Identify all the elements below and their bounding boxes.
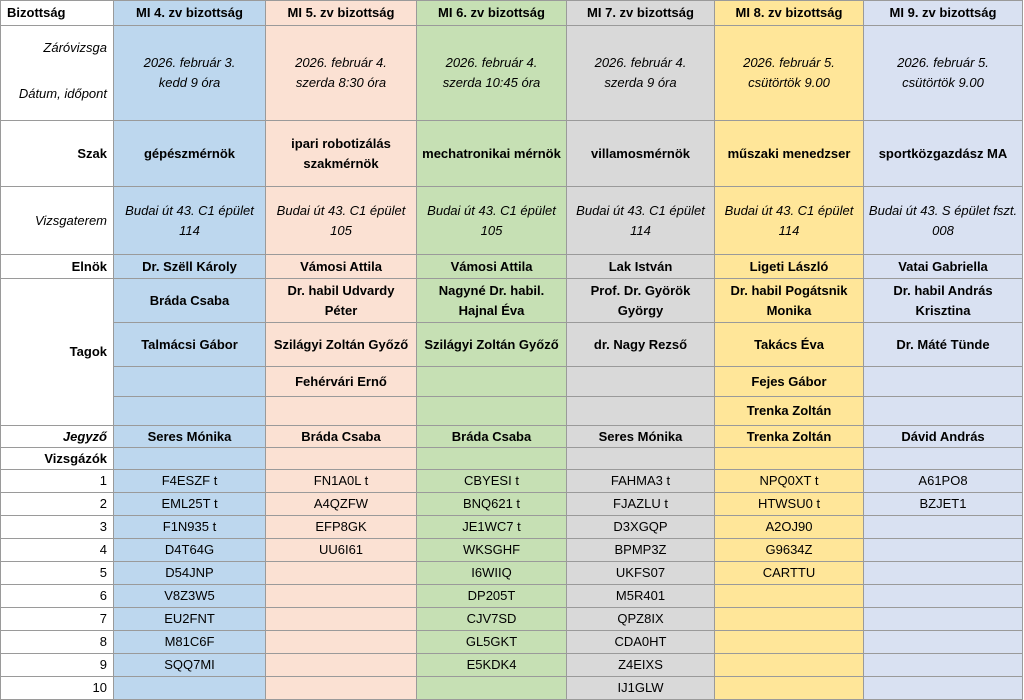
date-cell: 2026. február 4. szerda 8:30 óra	[266, 26, 417, 121]
student-code	[864, 631, 1023, 654]
committee-header: MI 4. zv bizottság	[114, 1, 266, 26]
student-code	[715, 608, 864, 631]
szak-cell: villamosmérnök	[567, 121, 715, 187]
date-cell: 2026. február 4. szerda 10:45 óra	[417, 26, 567, 121]
jegyzo-cell: Dávid András	[864, 426, 1023, 448]
tag-cell	[864, 367, 1023, 397]
szak-cell: mechatronikai mérnök	[417, 121, 567, 187]
tagok-label: Tagok	[1, 279, 114, 426]
elnok-cell: Vatai Gabriella	[864, 255, 1023, 279]
student-code: G9634Z	[715, 539, 864, 562]
jegyzo-cell: Trenka Zoltán	[715, 426, 864, 448]
jegyzo-cell: Seres Mónika	[114, 426, 266, 448]
date-cell: 2026. február 3. kedd 9 óra	[114, 26, 266, 121]
tag-cell	[864, 397, 1023, 426]
student-code: FAHMA3 t	[567, 470, 715, 493]
student-code	[266, 631, 417, 654]
student-code	[266, 608, 417, 631]
student-row	[1, 585, 1023, 608]
jegyzo-row	[1, 426, 1023, 448]
student-code: BPMP3Z	[567, 539, 715, 562]
student-code	[864, 677, 1023, 700]
student-code	[864, 654, 1023, 677]
student-code	[864, 608, 1023, 631]
room-cell: Budai út 43. C1 épület 114	[567, 187, 715, 255]
elnok-cell: Lak István	[567, 255, 715, 279]
tag-cell: Dr. Máté Tünde	[864, 323, 1023, 367]
tag-cell	[567, 367, 715, 397]
student-code: EML25T t	[114, 493, 266, 516]
empty-cell	[266, 448, 417, 470]
student-code: D54JNP	[114, 562, 266, 585]
empty-cell	[864, 448, 1023, 470]
student-code: CBYESI t	[417, 470, 567, 493]
tag-cell: Dr. habil Pogátsnik Monika	[715, 279, 864, 323]
row-number: 6	[1, 585, 114, 608]
student-row	[1, 562, 1023, 585]
tag-cell	[114, 367, 266, 397]
row-number: 5	[1, 562, 114, 585]
empty-cell	[715, 448, 864, 470]
elnok-row	[1, 255, 1023, 279]
room-cell: Budai út 43. C1 épület 114	[715, 187, 864, 255]
elnok-cell: Dr. Szëll Károly	[114, 255, 266, 279]
student-code: F1N935 t	[114, 516, 266, 539]
vizsgazok-row	[1, 448, 1023, 470]
jegyzo-cell: Bráda Csaba	[266, 426, 417, 448]
room-cell: Budai út 43. C1 épület 105	[417, 187, 567, 255]
student-code	[864, 539, 1023, 562]
student-code: D3XGQP	[567, 516, 715, 539]
tag-cell: Dr. habil András Krisztina	[864, 279, 1023, 323]
student-code: SQQ7MI	[114, 654, 266, 677]
elnok-cell: Vámosi Attila	[417, 255, 567, 279]
student-code	[266, 677, 417, 700]
tag-cell: Szilágyi Zoltán Győző	[417, 323, 567, 367]
szak-cell: gépészmérnök	[114, 121, 266, 187]
tag-cell: Talmácsi Gábor	[114, 323, 266, 367]
student-code: D4T64G	[114, 539, 266, 562]
date-row	[1, 26, 1023, 121]
student-code: JE1WC7 t	[417, 516, 567, 539]
tagok-row	[1, 367, 1023, 397]
student-code: A2OJ90	[715, 516, 864, 539]
student-row	[1, 631, 1023, 654]
student-code: WKSGHF	[417, 539, 567, 562]
zarovizsga-label: Záróvizsga	[43, 40, 107, 55]
tag-cell: Fehérvári Ernő	[266, 367, 417, 397]
szak-cell: sportközgazdász MA	[864, 121, 1023, 187]
committee-header: MI 7. zv bizottság	[567, 1, 715, 26]
tag-cell	[266, 397, 417, 426]
student-code: A4QZFW	[266, 493, 417, 516]
row-number: 9	[1, 654, 114, 677]
student-code	[715, 677, 864, 700]
student-code: FJAZLU t	[567, 493, 715, 516]
student-code	[715, 654, 864, 677]
date-cell: 2026. február 4. szerda 9 óra	[567, 26, 715, 121]
tag-cell: Szilágyi Zoltán Győző	[266, 323, 417, 367]
student-row	[1, 516, 1023, 539]
student-row	[1, 470, 1023, 493]
committee-header: MI 8. zv bizottság	[715, 1, 864, 26]
committee-header: MI 6. zv bizottság	[417, 1, 567, 26]
vizsgazok-label: Vizsgázók	[1, 448, 114, 470]
committee-header: MI 5. zv bizottság	[266, 1, 417, 26]
tag-cell: Dr. habil Udvardy Péter	[266, 279, 417, 323]
student-row	[1, 608, 1023, 631]
row-number: 10	[1, 677, 114, 700]
committee-header: MI 9. zv bizottság	[864, 1, 1023, 26]
elnok-label: Elnök	[1, 255, 114, 279]
student-code: EU2FNT	[114, 608, 266, 631]
row-number: 2	[1, 493, 114, 516]
tag-cell: Fejes Gábor	[715, 367, 864, 397]
row-number: 1	[1, 470, 114, 493]
room-cell: Budai út 43. C1 épület 105	[266, 187, 417, 255]
tag-cell: Takács Éva	[715, 323, 864, 367]
student-code: HTWSU0 t	[715, 493, 864, 516]
tagok-row	[1, 279, 1023, 323]
student-code: M81C6F	[114, 631, 266, 654]
student-code: QPZ8IX	[567, 608, 715, 631]
student-code: F4ESZF t	[114, 470, 266, 493]
student-code: BZJET1	[864, 493, 1023, 516]
row-number: 7	[1, 608, 114, 631]
student-code: E5KDK4	[417, 654, 567, 677]
elnok-cell: Vámosi Attila	[266, 255, 417, 279]
student-code: DP205T	[417, 585, 567, 608]
jegyzo-cell: Bráda Csaba	[417, 426, 567, 448]
tagok-row	[1, 323, 1023, 367]
row-number: 3	[1, 516, 114, 539]
student-code	[864, 516, 1023, 539]
student-row	[1, 493, 1023, 516]
szak-cell: ipari robotizálás szakmérnök	[266, 121, 417, 187]
date-cell: 2026. február 5. csütörtök 9.00	[864, 26, 1023, 121]
student-code	[266, 562, 417, 585]
student-code	[864, 585, 1023, 608]
student-code: CDA0HT	[567, 631, 715, 654]
tag-cell	[114, 397, 266, 426]
jegyzo-cell: Seres Mónika	[567, 426, 715, 448]
date-label	[1, 26, 114, 121]
tag-cell: Bráda Csaba	[114, 279, 266, 323]
vizsgaterem-label: Vizsgaterem	[1, 187, 114, 255]
student-code: EFP8GK	[266, 516, 417, 539]
empty-cell	[567, 448, 715, 470]
student-code	[864, 562, 1023, 585]
tag-cell: Nagyné Dr. habil. Hajnal Éva	[417, 279, 567, 323]
room-cell: Budai út 43. C1 épület 114	[114, 187, 266, 255]
header-row	[1, 1, 1023, 26]
corner-label: Bizottság	[1, 1, 114, 26]
tagok-row	[1, 397, 1023, 426]
student-code: FN1A0L t	[266, 470, 417, 493]
student-code	[417, 677, 567, 700]
student-code: A61PO8	[864, 470, 1023, 493]
tag-cell: dr. Nagy Rezső	[567, 323, 715, 367]
row-number: 8	[1, 631, 114, 654]
student-code: NPQ0XT t	[715, 470, 864, 493]
empty-cell	[417, 448, 567, 470]
student-code: M5R401	[567, 585, 715, 608]
student-row	[1, 654, 1023, 677]
student-code: CARTTU	[715, 562, 864, 585]
room-row	[1, 187, 1023, 255]
student-code: UKFS07	[567, 562, 715, 585]
student-code: BNQ621 t	[417, 493, 567, 516]
student-code	[266, 654, 417, 677]
student-row	[1, 539, 1023, 562]
date-cell: 2026. február 5. csütörtök 9.00	[715, 26, 864, 121]
student-code: IJ1GLW	[567, 677, 715, 700]
tag-cell	[417, 367, 567, 397]
jegyzo-label: Jegyző	[1, 426, 114, 448]
szak-label: Szak	[1, 121, 114, 187]
student-code: V8Z3W5	[114, 585, 266, 608]
tag-cell: Prof. Dr. Györök György	[567, 279, 715, 323]
room-cell: Budai út 43. S épület fszt. 008	[864, 187, 1023, 255]
tag-cell	[417, 397, 567, 426]
szak-row	[1, 121, 1023, 187]
student-code: UU6I61	[266, 539, 417, 562]
student-code	[114, 677, 266, 700]
szak-cell: műszaki menedzser	[715, 121, 864, 187]
elnok-cell: Ligeti László	[715, 255, 864, 279]
row-number: 4	[1, 539, 114, 562]
student-code: Z4EIXS	[567, 654, 715, 677]
student-code: CJV7SD	[417, 608, 567, 631]
student-code	[266, 585, 417, 608]
student-code: I6WIIQ	[417, 562, 567, 585]
student-code	[715, 585, 864, 608]
datum-label: Dátum, időpont	[18, 86, 107, 101]
tag-cell	[567, 397, 715, 426]
student-code: GL5GKT	[417, 631, 567, 654]
empty-cell	[114, 448, 266, 470]
student-row	[1, 677, 1023, 700]
student-code	[715, 631, 864, 654]
tag-cell: Trenka Zoltán	[715, 397, 864, 426]
